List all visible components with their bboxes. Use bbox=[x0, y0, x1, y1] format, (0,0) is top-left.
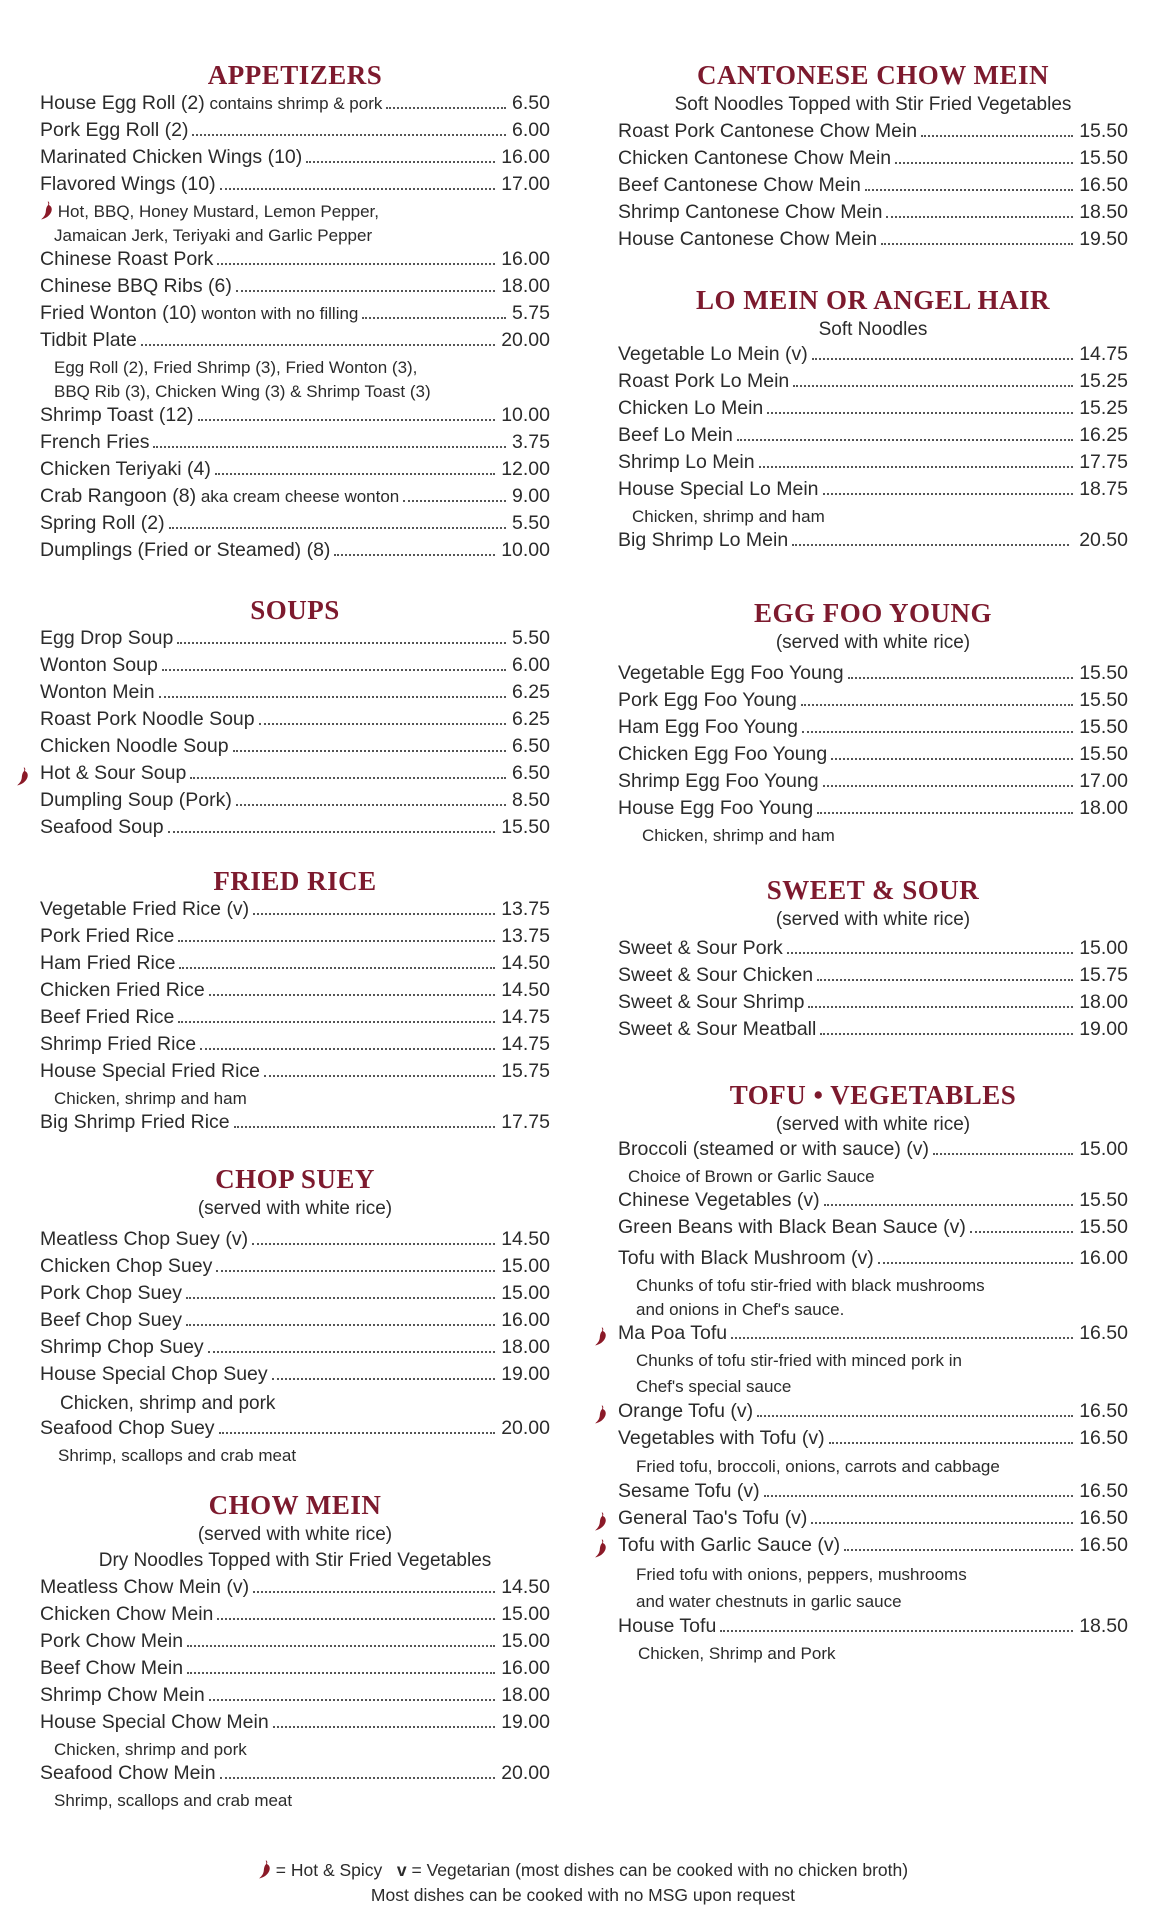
menu-item bbox=[40, 1309, 550, 1336]
tofu-subtitle: (served with white rice) bbox=[775, 1114, 971, 1135]
item-name: Big Shrimp Lo Mein bbox=[618, 529, 789, 551]
item-price: 16.50 bbox=[1079, 1534, 1128, 1556]
item-name: Roast Pork Lo Mein bbox=[618, 370, 790, 392]
item-name: Spring Roll (2) bbox=[40, 512, 165, 534]
item-name: Shrimp Chop Suey bbox=[40, 1336, 204, 1358]
item-price: 5.75 bbox=[512, 302, 550, 324]
item-price: 15.00 bbox=[501, 1282, 550, 1304]
item-name: House Tofu bbox=[618, 1615, 717, 1637]
item-description: Shrimp, scallops and crab meat bbox=[54, 1791, 293, 1810]
menu-item bbox=[618, 343, 1128, 370]
item-description: Chicken, Shrimp and Pork bbox=[638, 1644, 836, 1663]
item-name: Roast Pork Cantonese Chow Mein bbox=[618, 120, 918, 142]
menu-item bbox=[40, 1630, 550, 1657]
item-price: 19.00 bbox=[501, 1711, 550, 1733]
menu-item bbox=[40, 1711, 550, 1738]
legend-hot-text: = Hot & Spicy bbox=[275, 1860, 383, 1880]
hot-pepper-icon bbox=[594, 1512, 607, 1531]
menu-item bbox=[40, 431, 550, 458]
item-name: Chicken Chop Suey bbox=[40, 1255, 213, 1277]
menu-item bbox=[40, 248, 550, 275]
egg-foo-young-subtitle: (served with white rice) bbox=[775, 632, 971, 653]
cantonese-section bbox=[618, 58, 1128, 255]
menu-item bbox=[618, 797, 1128, 824]
menu-item bbox=[618, 991, 1128, 1018]
item-price: 15.50 bbox=[1079, 662, 1128, 684]
item-description: Chicken, shrimp and pork bbox=[60, 1393, 276, 1414]
item-description: Chicken, shrimp and ham bbox=[632, 507, 825, 526]
item-name: Egg Drop Soup bbox=[40, 627, 174, 649]
item-name: Sesame Tofu (v) bbox=[618, 1480, 760, 1502]
item-price: 14.50 bbox=[501, 979, 550, 1001]
menu-item bbox=[40, 1033, 550, 1060]
menu-item bbox=[40, 1417, 550, 1444]
item-name: Chicken Egg Foo Young bbox=[618, 743, 828, 765]
item-price: 5.50 bbox=[512, 512, 550, 534]
fried-rice-section bbox=[40, 864, 550, 1138]
menu-item bbox=[40, 275, 550, 302]
item-price: 18.00 bbox=[1079, 991, 1128, 1013]
item-description: Chicken, shrimp and pork bbox=[54, 1740, 247, 1759]
item-price: 14.50 bbox=[501, 1228, 550, 1250]
menu-item bbox=[618, 1534, 1128, 1561]
item-price: 16.25 bbox=[1079, 424, 1128, 446]
item-price: 20.00 bbox=[501, 329, 550, 351]
item-price: 15.50 bbox=[1079, 1216, 1128, 1238]
item-description: and onions in Chef's sauce. bbox=[636, 1300, 845, 1319]
item-description: Fried tofu with onions, peppers, mushrooms bbox=[636, 1565, 967, 1584]
item-name: Vegetable Fried Rice (v) bbox=[40, 898, 250, 920]
item-name: Marinated Chicken Wings (10) bbox=[40, 146, 303, 168]
menu-item bbox=[40, 485, 550, 512]
item-name: Dumplings (Fried or Steamed) (8) bbox=[40, 539, 331, 561]
item-name: Seafood Chow Mein bbox=[40, 1762, 216, 1784]
item-description: and water chestnuts in garlic sauce bbox=[636, 1592, 902, 1611]
item-price: 15.50 bbox=[1079, 1189, 1128, 1211]
item-name: Tofu with Black Mushroom (v) bbox=[618, 1247, 874, 1269]
item-price: 20.50 bbox=[1079, 529, 1128, 551]
item-name: Vegetable Egg Foo Young bbox=[618, 662, 844, 684]
soups-section bbox=[40, 593, 550, 843]
item-name: Ham Fried Rice bbox=[40, 952, 176, 974]
sweet-sour-section bbox=[618, 873, 1128, 1045]
menu-item bbox=[618, 1400, 1128, 1427]
item-description: Chunks of tofu stir-fried with black mushrooms bbox=[636, 1276, 985, 1295]
menu-item bbox=[618, 397, 1128, 424]
item-price: 15.50 bbox=[1079, 743, 1128, 765]
legend-veg-text: = Vegetarian (most dishes can be cooked with no chicken broth) bbox=[411, 1860, 909, 1880]
item-name: Chicken Teriyaki (4) bbox=[40, 458, 211, 480]
item-price: 9.00 bbox=[512, 485, 550, 507]
menu-item bbox=[40, 654, 550, 681]
item-name: House Egg Roll (2) bbox=[40, 92, 205, 114]
chow-mein-section bbox=[40, 1488, 550, 1813]
item-description: BBQ Rib (3), Chicken Wing (3) & Shrimp Toast (3) bbox=[54, 382, 431, 401]
item-description: Jamaican Jerk, Teriyaki and Garlic Pepper bbox=[54, 226, 373, 245]
item-price: 15.00 bbox=[1079, 1138, 1128, 1160]
item-price: 16.50 bbox=[1079, 1507, 1128, 1529]
menu-item bbox=[618, 770, 1128, 797]
item-price: 18.00 bbox=[501, 275, 550, 297]
item-price: 16.00 bbox=[501, 1657, 550, 1679]
item-description: Chicken, shrimp and ham bbox=[54, 1089, 247, 1108]
egg-foo-young-title: EGG FOO YOUNG bbox=[753, 598, 992, 628]
item-name: Beef Chop Suey bbox=[40, 1309, 183, 1331]
item-price: 17.75 bbox=[1079, 451, 1128, 473]
item-name: Chicken Chow Mein bbox=[40, 1603, 214, 1625]
menu-item bbox=[40, 404, 550, 431]
menu-item bbox=[618, 1138, 1128, 1165]
item-name: Pork Egg Foo Young bbox=[618, 689, 797, 711]
item-name: Chinese Roast Pork bbox=[40, 248, 214, 270]
menu-footer bbox=[0, 1858, 1166, 1908]
menu-item bbox=[40, 735, 550, 762]
item-price: 15.25 bbox=[1079, 370, 1128, 392]
item-price: 15.00 bbox=[501, 1603, 550, 1625]
hot-pepper-icon bbox=[16, 767, 29, 786]
menu-item bbox=[618, 147, 1128, 174]
item-name: Shrimp Cantonese Chow Mein bbox=[618, 201, 883, 223]
menu-item bbox=[618, 1216, 1128, 1243]
item-price: 17.75 bbox=[501, 1111, 550, 1133]
item-name: Tofu with Garlic Sauce (v) bbox=[618, 1534, 841, 1556]
chow-mein-title: CHOW MEIN bbox=[208, 1490, 382, 1520]
item-description: Chicken, shrimp and ham bbox=[642, 826, 835, 845]
item-price: 16.00 bbox=[1079, 1247, 1128, 1269]
item-price: 18.50 bbox=[1079, 1615, 1128, 1637]
item-price: 14.75 bbox=[501, 1006, 550, 1028]
item-name: Chinese Vegetables (v) bbox=[618, 1189, 820, 1211]
item-name: Pork Chow Mein bbox=[40, 1630, 184, 1652]
hot-pepper-icon bbox=[594, 1539, 607, 1558]
item-price: 6.00 bbox=[512, 654, 550, 676]
item-name: House Cantonese Chow Mein bbox=[618, 228, 878, 250]
tofu-vegetables-section bbox=[618, 1078, 1128, 1666]
item-name: Beef Chow Mein bbox=[40, 1657, 184, 1679]
item-name: Beef Fried Rice bbox=[40, 1006, 175, 1028]
item-name: Meatless Chow Mein (v) bbox=[40, 1576, 250, 1598]
chop-suey-title: CHOP SUEY bbox=[215, 1164, 375, 1194]
menu-item bbox=[618, 1480, 1128, 1507]
menu-item bbox=[40, 952, 550, 979]
item-name: Sweet & Sour Chicken bbox=[618, 964, 814, 986]
menu-item bbox=[618, 370, 1128, 397]
menu-item bbox=[40, 708, 550, 735]
item-description: Chef's special sauce bbox=[636, 1377, 792, 1396]
item-name: House Special Chop Suey bbox=[40, 1363, 268, 1385]
item-name: Vegetables with Tofu (v) bbox=[618, 1427, 825, 1449]
item-name: Hot & Sour Soup bbox=[40, 762, 187, 784]
item-price: 15.00 bbox=[501, 1630, 550, 1652]
menu-item bbox=[618, 716, 1128, 743]
item-price: 15.50 bbox=[501, 816, 550, 838]
menu-item bbox=[618, 1427, 1128, 1454]
item-name: Broccoli (steamed or with sauce) (v) bbox=[618, 1138, 930, 1160]
menu-item bbox=[40, 146, 550, 173]
item-price: 6.50 bbox=[512, 762, 550, 784]
menu-item bbox=[40, 1363, 550, 1390]
item-name: Tidbit Plate bbox=[40, 329, 137, 351]
menu-item bbox=[40, 627, 550, 654]
item-name: Wonton Soup bbox=[40, 654, 158, 676]
cantonese-title: CANTONESE CHOW MEIN bbox=[696, 60, 1050, 90]
item-price: 16.50 bbox=[1079, 174, 1128, 196]
menu-item bbox=[40, 92, 550, 119]
item-name: House Special Lo Mein bbox=[618, 478, 819, 500]
cantonese-subtitle: Soft Noodles Topped with Stir Fried Vegetables bbox=[674, 94, 1072, 115]
legend-veg-symbol: v bbox=[396, 1860, 407, 1880]
item-price: 14.75 bbox=[501, 1033, 550, 1055]
legend-line bbox=[0, 1858, 1166, 1883]
item-description: Hot, BBQ, Honey Mustard, Lemon Pepper, bbox=[57, 202, 380, 221]
item-price: 16.50 bbox=[1079, 1480, 1128, 1502]
menu-item bbox=[40, 119, 550, 146]
item-name: Vegetable Lo Mein (v) bbox=[618, 343, 808, 365]
hot-pepper-icon bbox=[258, 1860, 271, 1879]
item-name: House Special Fried Rice bbox=[40, 1060, 261, 1082]
menu-item bbox=[618, 201, 1128, 228]
hot-pepper-icon bbox=[594, 1405, 607, 1424]
fried-rice-title: FRIED RICE bbox=[213, 866, 377, 896]
item-price: 15.50 bbox=[1079, 120, 1128, 142]
hot-pepper-icon bbox=[40, 201, 53, 220]
item-name: Pork Egg Roll (2) bbox=[40, 119, 189, 141]
item-price: 14.50 bbox=[501, 952, 550, 974]
item-price: 10.00 bbox=[501, 404, 550, 426]
item-name: Crab Rangoon (8) bbox=[40, 485, 197, 507]
menu-item bbox=[40, 1111, 550, 1138]
item-name: Meatless Chop Suey (v) bbox=[40, 1228, 249, 1250]
menu-item bbox=[618, 529, 1128, 556]
soups-title: SOUPS bbox=[250, 595, 340, 625]
item-price: 17.00 bbox=[1079, 770, 1128, 792]
menu-item bbox=[40, 979, 550, 1006]
item-price: 19.00 bbox=[501, 1363, 550, 1385]
item-price: 15.75 bbox=[501, 1060, 550, 1082]
item-note: aka cream cheese wonton bbox=[196, 487, 400, 506]
menu-item bbox=[40, 681, 550, 708]
menu-item bbox=[618, 743, 1128, 770]
menu-item bbox=[40, 1255, 550, 1282]
menu-item bbox=[618, 1322, 1128, 1349]
item-price: 14.75 bbox=[1079, 343, 1128, 365]
menu-item bbox=[618, 174, 1128, 201]
hot-pepper-icon bbox=[594, 1327, 607, 1346]
menu-item bbox=[618, 451, 1128, 478]
menu-item bbox=[40, 762, 550, 789]
item-name: Beef Lo Mein bbox=[618, 424, 733, 446]
item-description: Shrimp, scallops and crab meat bbox=[58, 1446, 297, 1465]
item-price: 16.50 bbox=[1079, 1427, 1128, 1449]
menu-item bbox=[40, 898, 550, 925]
menu-item bbox=[40, 173, 550, 200]
menu-item bbox=[40, 1603, 550, 1630]
sweet-sour-subtitle: (served with white rice) bbox=[775, 909, 971, 930]
menu-item bbox=[40, 302, 550, 329]
menu-item bbox=[618, 424, 1128, 451]
item-name: Sweet & Sour Meatball bbox=[618, 1018, 817, 1040]
item-price: 16.00 bbox=[501, 146, 550, 168]
item-name: Fried Wonton (10) bbox=[40, 302, 197, 324]
appetizers-section bbox=[40, 58, 550, 566]
item-name: Shrimp Chow Mein bbox=[40, 1684, 205, 1706]
menu-item bbox=[40, 1336, 550, 1363]
item-description: Fried tofu, broccoli, onions, carrots and cabbage bbox=[636, 1457, 1000, 1476]
appetizers-title: APPETIZERS bbox=[207, 60, 383, 90]
menu-item bbox=[618, 937, 1128, 964]
item-price: 15.50 bbox=[1079, 147, 1128, 169]
menu-item bbox=[40, 1006, 550, 1033]
menu-item bbox=[40, 1282, 550, 1309]
item-price: 16.50 bbox=[1079, 1400, 1128, 1422]
item-name: Sweet & Sour Pork bbox=[618, 937, 783, 959]
menu-item bbox=[40, 329, 550, 356]
item-price: 15.00 bbox=[501, 1255, 550, 1277]
item-price: 6.25 bbox=[512, 681, 550, 703]
item-name: Green Beans with Black Bean Sauce (v) bbox=[618, 1216, 966, 1238]
item-price: 13.75 bbox=[501, 898, 550, 920]
item-price: 18.00 bbox=[1079, 797, 1128, 819]
menu-item bbox=[618, 228, 1128, 255]
item-price: 14.50 bbox=[501, 1576, 550, 1598]
menu-item bbox=[40, 1762, 550, 1789]
menu-item bbox=[40, 458, 550, 485]
item-name: Wonton Mein bbox=[40, 681, 155, 703]
item-name: House Special Chow Mein bbox=[40, 1711, 269, 1733]
item-price: 16.00 bbox=[501, 1309, 550, 1331]
item-price: 17.00 bbox=[501, 173, 550, 195]
item-name: Shrimp Toast (12) bbox=[40, 404, 194, 426]
item-price: 15.00 bbox=[1079, 937, 1128, 959]
menu-item bbox=[40, 512, 550, 539]
chop-suey-section bbox=[40, 1162, 550, 1468]
item-name: Shrimp Fried Rice bbox=[40, 1033, 197, 1055]
item-name: Chicken Fried Rice bbox=[40, 979, 205, 1001]
item-name: Orange Tofu (v) bbox=[618, 1400, 754, 1422]
menu-item bbox=[618, 478, 1128, 505]
menu-item bbox=[618, 662, 1128, 689]
menu-item bbox=[40, 1060, 550, 1087]
item-price: 5.50 bbox=[512, 627, 550, 649]
item-name: Flavored Wings (10) bbox=[40, 173, 216, 195]
item-name: Chicken Cantonese Chow Mein bbox=[618, 147, 892, 169]
item-price: 16.00 bbox=[501, 248, 550, 270]
item-name: Ham Egg Foo Young bbox=[618, 716, 798, 738]
item-name: Beef Cantonese Chow Mein bbox=[618, 174, 861, 196]
item-price: 15.25 bbox=[1079, 397, 1128, 419]
menu-item bbox=[618, 1507, 1128, 1534]
lo-mein-subtitle: Soft Noodles bbox=[818, 319, 928, 340]
egg-foo-young-section bbox=[618, 596, 1128, 848]
item-note: wonton with no filling bbox=[196, 304, 359, 323]
item-description: Chunks of tofu stir-fried with minced pork in bbox=[636, 1351, 962, 1370]
item-name: Seafood Chop Suey bbox=[40, 1417, 215, 1439]
item-price: 13.75 bbox=[501, 925, 550, 947]
item-price: 6.25 bbox=[512, 708, 550, 730]
menu-item bbox=[618, 120, 1128, 147]
menu-item bbox=[618, 1018, 1128, 1045]
lo-mein-title: LO MEIN OR ANGEL HAIR bbox=[695, 285, 1051, 315]
lo-mein-section bbox=[618, 283, 1128, 556]
item-price: 10.00 bbox=[501, 539, 550, 561]
menu-item bbox=[40, 1576, 550, 1603]
menu-item bbox=[618, 1615, 1128, 1642]
item-price: 15.75 bbox=[1079, 964, 1128, 986]
item-price: 8.50 bbox=[512, 789, 550, 811]
item-price: 6.50 bbox=[512, 92, 550, 114]
item-price: 3.75 bbox=[512, 431, 550, 453]
item-price: 6.00 bbox=[512, 119, 550, 141]
item-name: Roast Pork Noodle Soup bbox=[40, 708, 255, 730]
item-price: 18.75 bbox=[1079, 478, 1128, 500]
item-price: 20.00 bbox=[501, 1417, 550, 1439]
item-description: Egg Roll (2), Fried Shrimp (3), Fried Wonton (3), bbox=[54, 358, 418, 377]
menu-item bbox=[40, 1684, 550, 1711]
item-price: 18.00 bbox=[501, 1336, 550, 1358]
item-price: 15.50 bbox=[1079, 689, 1128, 711]
chop-suey-subtitle: (served with white rice) bbox=[197, 1198, 393, 1219]
menu-item bbox=[40, 816, 550, 843]
chow-mein-subtitle: (served with white rice) bbox=[197, 1524, 393, 1545]
menu-item bbox=[618, 1247, 1128, 1274]
item-name: General Tao's Tofu (v) bbox=[618, 1507, 808, 1529]
item-name: Ma Poa Tofu bbox=[618, 1322, 728, 1344]
item-name: Dumpling Soup (Pork) bbox=[40, 789, 232, 811]
item-name: French Fries bbox=[40, 431, 150, 453]
menu-item bbox=[40, 1228, 550, 1255]
item-name: Chinese BBQ Ribs (6) bbox=[40, 275, 232, 297]
wings-flavors bbox=[40, 200, 550, 224]
menu-item bbox=[40, 925, 550, 952]
menu-item bbox=[618, 689, 1128, 716]
item-name: Pork Fried Rice bbox=[40, 925, 175, 947]
item-name: Chicken Lo Mein bbox=[618, 397, 764, 419]
chow-mein-subtitle-2: Dry Noodles Topped with Stir Fried Vegetables bbox=[98, 1550, 492, 1571]
item-price: 19.00 bbox=[1079, 1018, 1128, 1040]
item-price: 19.50 bbox=[1079, 228, 1128, 250]
msg-note: Most dishes can be cooked with no MSG upon request bbox=[370, 1885, 796, 1905]
item-price: 20.00 bbox=[501, 1762, 550, 1784]
item-price: 18.50 bbox=[1079, 201, 1128, 223]
item-price: 15.50 bbox=[1079, 716, 1128, 738]
menu-item bbox=[618, 1189, 1128, 1216]
sweet-sour-title: SWEET & SOUR bbox=[766, 875, 980, 905]
item-name: Chicken Noodle Soup bbox=[40, 735, 229, 757]
menu-item bbox=[40, 539, 550, 566]
item-name: Pork Chop Suey bbox=[40, 1282, 182, 1304]
menu-item bbox=[40, 789, 550, 816]
item-price: 6.50 bbox=[512, 735, 550, 757]
item-name: House Egg Foo Young bbox=[618, 797, 814, 819]
item-price: 12.00 bbox=[501, 458, 550, 480]
tofu-title: TOFU • VEGETABLES bbox=[729, 1080, 1017, 1110]
item-description: Choice of Brown or Garlic Sauce bbox=[628, 1167, 875, 1186]
item-price: 16.50 bbox=[1079, 1322, 1128, 1344]
menu-item bbox=[618, 964, 1128, 991]
item-name: Shrimp Lo Mein bbox=[618, 451, 755, 473]
menu-item bbox=[40, 1657, 550, 1684]
item-name: Shrimp Egg Foo Young bbox=[618, 770, 819, 792]
item-name: Seafood Soup bbox=[40, 816, 164, 838]
item-note: contains shrimp & pork bbox=[204, 94, 383, 113]
item-price: 18.00 bbox=[501, 1684, 550, 1706]
item-name: Big Shrimp Fried Rice bbox=[40, 1111, 230, 1133]
item-name: Sweet & Sour Shrimp bbox=[618, 991, 805, 1013]
